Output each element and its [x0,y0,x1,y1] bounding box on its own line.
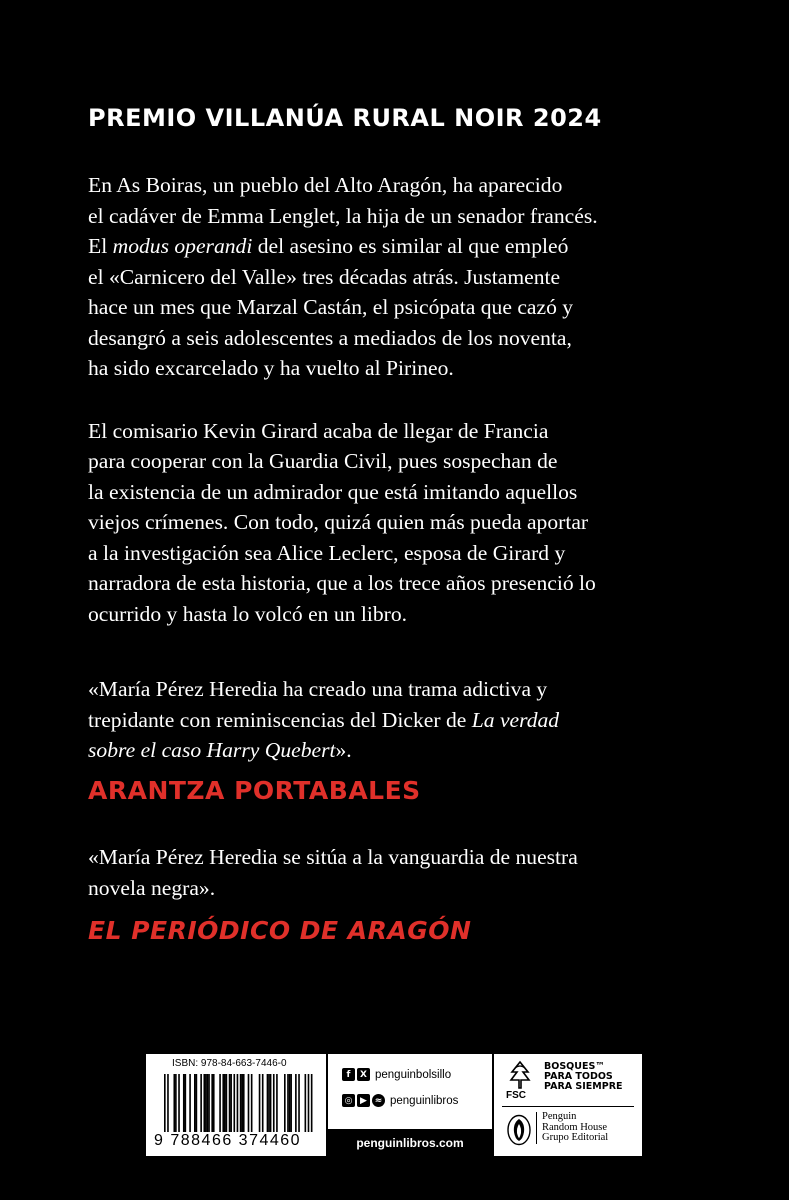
x-icon: X [357,1068,370,1081]
social-row-1 [342,1068,451,1081]
isbn-text: ISBN: 978-84-663-7446-0 [172,1058,287,1069]
facebook-icon: f [342,1068,355,1081]
social-row-2 [342,1094,458,1107]
synopsis-paragraph-2: El comisario Kevin Girard acaba de llegar de Francia para cooperar con la Guardia Civil, pues sospechan de la existencia de un admirador que está imitando aquellos viejos crímenes. Con todo, quizá quien más pueda aportar a la investigación sea Alice Leclerc, esposa de Girard y narradora de esta historia, que a los trece años presenció lo ocurrido y hasta lo volcó en un libro. [88,418,596,626]
spotify-icon: ≈ [372,1094,385,1107]
logo-divider [502,1106,634,1107]
publisher-name: Penguin Random House Grupo Editorial [536,1112,608,1144]
barcode-digits: 9 788466 374460 [154,1132,302,1149]
synopsis-paragraph-1: En As Boiras, un pueblo del Alto Aragón, ha aparecido el cadáver de Emma Lenglet, la hija de un senador francés. El modus operandi del asesino es similar al que empleó el «Carnicero del Valle» tres décadas atrás. Justamente hace un mes que Marzal Castán, el psicópata que cazó y desangró a seis adolescentes a mediados de los noventa, ha sido excarcelado y ha vuelto al Pirineo. [88,173,598,380]
instagram-icon: ◎ [342,1094,355,1107]
penguin-icon [506,1114,532,1146]
youtube-icon: ▶ [357,1094,370,1107]
social-handle-2: penguinlibros [390,1094,459,1107]
barcode-panel [146,1054,328,1156]
barcode-strip [146,1054,642,1156]
review-quote-1: «María Pérez Heredia ha creado una trama adictiva y trepidante con reminiscencias del Dicker de La verdad sobre el caso Harry Quebert». [88,677,560,762]
review-quote-2: «María Pérez Heredia se sitúa a la vanguardia de nuestra novela negra». [88,845,578,900]
logo-panel [494,1054,642,1156]
fsc-label: FSC [506,1090,526,1101]
quote-source-2: EL PERIÓDICO DE ARAGÓN [88,916,472,945]
synopsis [88,170,738,629]
website-link: penguinlibros.com [328,1129,492,1156]
barcode-bars [164,1074,314,1132]
award-heading: PREMIO VILLANÚA RURAL NOIR 2024 [88,104,602,132]
quote-source-1: ARANTZA PORTABALES [88,776,421,805]
fsc-tree-icon [508,1060,532,1090]
social-panel [328,1054,494,1156]
fsc-tagline: BOSQUES™ PARA TODOS PARA SIEMPRE [544,1061,623,1092]
social-handle-1: penguinbolsillo [375,1068,452,1081]
